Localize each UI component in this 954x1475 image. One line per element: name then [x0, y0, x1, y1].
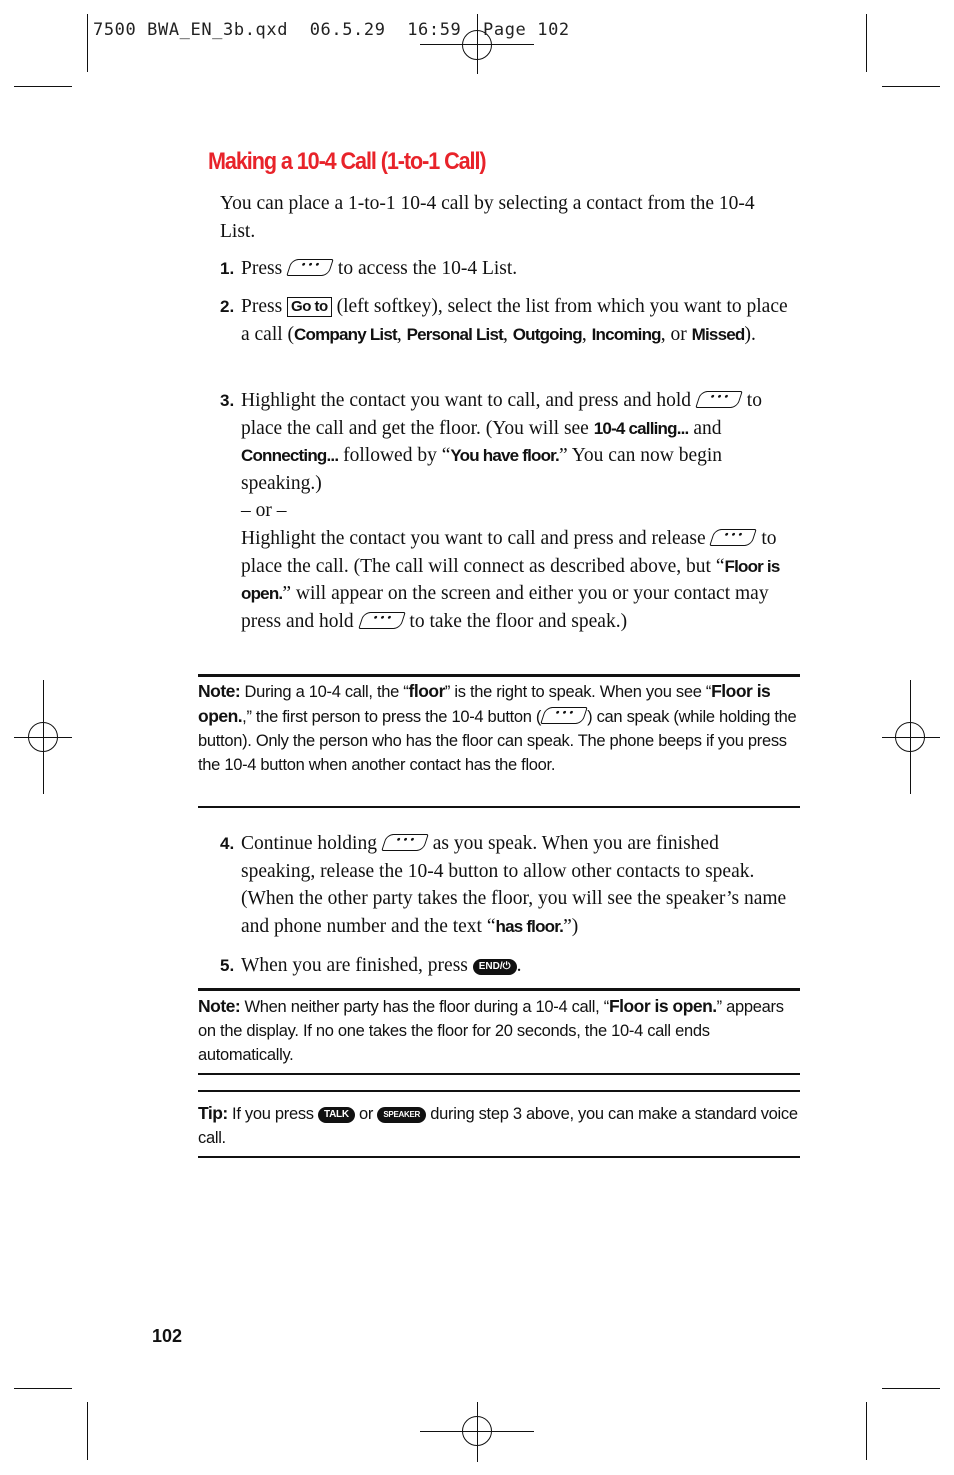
tip-rule-bottom	[198, 1156, 800, 1158]
note-label: Note:	[198, 681, 241, 701]
step-number: 1.	[220, 259, 235, 278]
speaker-key-icon: SPEAKER	[377, 1107, 426, 1123]
step-3: 3. Highlight the contact you want to call, and press and hold ••• to place the call and get the floor. (You will see 10-4 calling... and Connecting... followed by “You have floor.” You can now begin speaking.) – or – Highlight the contact you want to call and press and release ••• to place the call. (The call will connect as described above, but “Floor is open.” will appear on the screen and either you or your contact may press and hold ••• to take the floor and speak.)	[220, 387, 800, 635]
note-floor-timeout: Note: When neither party has the floor during a 10-4 call, “Floor is open.” appears on the display. If no one takes the floor for 20 seconds, the 10-4 call ends automatically.	[198, 996, 784, 1064]
section-title: Making a 10-4 Call (1-to-1 Call)	[208, 148, 486, 175]
intro-paragraph: You can place a 1-to-1 10-4 call by selecting a contact from the 10-4 List.	[220, 193, 755, 242]
option-outgoing: Outgoing	[512, 324, 582, 344]
ten-four-button-icon: •••	[358, 612, 406, 629]
step-number: 2.	[220, 297, 235, 316]
status-has-floor: has floor.	[495, 916, 564, 936]
ten-four-button-icon: •••	[540, 707, 588, 724]
note-label: Note:	[198, 996, 241, 1016]
tip-box: Tip: If you press TALK or SPEAKER during step 3 above, you can make a standard voice call.	[198, 1103, 798, 1147]
step-1: 1. Press ••• to access the 10-4 List.	[220, 255, 800, 283]
step-number: 4.	[220, 834, 235, 853]
tip-label: Tip:	[198, 1103, 228, 1123]
talk-key-icon: TALK	[318, 1107, 355, 1123]
status-you-have-floor: You have floor.	[450, 446, 559, 466]
file-header: 7500 BWA_EN_3b.qxd 06.5.29 16:59 Page 102	[93, 20, 570, 40]
option-incoming: Incoming	[591, 324, 661, 344]
option-personal-list: Personal List	[406, 324, 503, 344]
step-2: 2. Press Go to (left softkey), select the list from which you want to place a call (Company List, Personal List, Outgoing, Incoming, or Missed).	[220, 293, 795, 348]
ten-four-button-icon: •••	[695, 391, 743, 408]
ten-four-button-icon: •••	[710, 529, 758, 546]
status-connecting: Connecting...	[241, 446, 339, 466]
note2-rule-bottom	[198, 1073, 800, 1075]
step-4: 4. Continue holding ••• as you speak. When you are finished speaking, release the 10-4 button to allow other contacts to speak. (When the other party takes the floor, you will see the speaker’s name and phone number and the text “has floor.”)	[220, 830, 795, 940]
end-power-key-icon: END/⏻	[473, 959, 517, 975]
status-10-4-calling: 10-4 calling...	[593, 418, 689, 438]
ten-four-button-icon: •••	[381, 834, 429, 851]
step-5: 5. When you are finished, press END/⏻ .	[220, 952, 800, 980]
note-rule-bottom	[198, 806, 800, 808]
note-rule-top	[198, 674, 800, 677]
step-number: 3.	[220, 391, 235, 410]
option-missed: Missed	[691, 324, 745, 344]
status-floor-is-open: Floor is open.	[241, 556, 780, 604]
goto-softkey-label: Go to	[287, 297, 332, 317]
note-floor: Note: During a 10-4 call, the “floor” is the right to speak. When you see “Floor is open.,” the first person to press the 10-4 button ( ••• ) can speak (while holding the button). Only the person who has the floor can speak. The phone beeps if you press the 10-4 button when another contact has the floor.	[198, 681, 797, 774]
step-number: 5.	[220, 956, 235, 975]
tip-rule-top	[198, 1090, 800, 1092]
option-company-list: Company List	[294, 324, 397, 344]
or-divider: – or –	[241, 500, 287, 522]
page-number: 102	[152, 1326, 183, 1346]
ten-four-button-icon: •••	[286, 259, 334, 276]
note2-rule-top	[198, 988, 800, 991]
